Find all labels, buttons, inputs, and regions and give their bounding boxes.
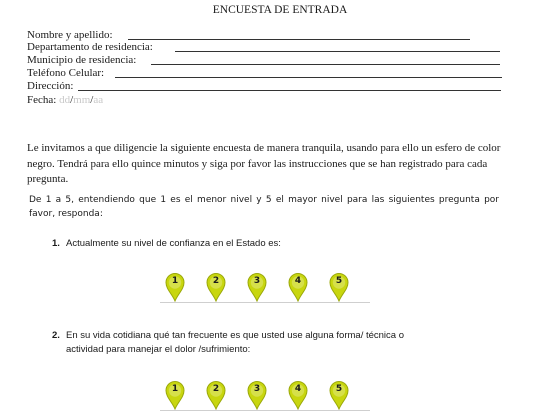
question-2 xyxy=(52,329,492,357)
rating-option-label: 3 xyxy=(253,384,261,394)
rating-option-3[interactable] xyxy=(246,380,268,410)
scale-baseline xyxy=(160,302,370,303)
municipality-line xyxy=(151,64,500,65)
name-label: Nombre y apellido: xyxy=(27,29,113,41)
question-number: 1. xyxy=(52,238,60,249)
rating-option-2[interactable] xyxy=(205,272,227,302)
rating-option-4[interactable] xyxy=(287,272,309,302)
rating-scale-q2 xyxy=(150,380,370,414)
rating-option-label: 5 xyxy=(335,384,343,394)
rating-scale-q1 xyxy=(150,272,370,306)
rating-option-label: 3 xyxy=(253,276,261,286)
name-field[interactable] xyxy=(27,29,113,41)
department-line xyxy=(175,51,500,52)
date-separator: / xyxy=(90,94,94,106)
address-field[interactable] xyxy=(27,80,73,92)
rating-option-5[interactable] xyxy=(328,380,350,410)
question-text-continued: actividad para manejar el dolor /sufrimiento: xyxy=(66,344,251,355)
phone-line xyxy=(115,77,502,78)
rating-option-5[interactable] xyxy=(328,272,350,302)
rating-option-1[interactable] xyxy=(164,380,186,410)
rating-option-label: 1 xyxy=(171,276,179,286)
scale-baseline xyxy=(160,410,370,411)
rating-option-4[interactable] xyxy=(287,380,309,410)
date-year-placeholder: aa xyxy=(93,94,104,106)
rating-option-2[interactable] xyxy=(205,380,227,410)
department-label: Departamento de residencia: xyxy=(27,41,153,53)
address-line xyxy=(78,90,501,91)
instructions-paragraph: De 1 a 5, entendiendo que 1 es el menor nivel y 5 el mayor nivel para las siguientes pregunta por favor, responda: xyxy=(29,195,499,219)
rating-option-label: 2 xyxy=(212,276,220,286)
municipality-label: Municipio de residencia: xyxy=(27,54,137,66)
date-field[interactable] xyxy=(27,94,103,106)
rating-option-label: 5 xyxy=(335,276,343,286)
rating-option-label: 4 xyxy=(294,384,302,394)
municipality-field[interactable] xyxy=(27,54,136,66)
date-day-placeholder: dd xyxy=(59,94,71,106)
rating-option-1[interactable] xyxy=(164,272,186,302)
survey-title: ENCUESTA DE ENTRADA xyxy=(212,4,348,16)
rating-option-label: 2 xyxy=(212,384,220,394)
date-label: Fecha: xyxy=(27,94,57,106)
address-label: Dirección: xyxy=(27,80,74,92)
rating-option-3[interactable] xyxy=(246,272,268,302)
question-1 xyxy=(52,237,281,251)
date-separator: / xyxy=(70,94,74,106)
department-field[interactable] xyxy=(27,41,153,53)
question-number: 2. xyxy=(52,330,60,341)
phone-field[interactable] xyxy=(27,67,104,79)
rating-option-label: 4 xyxy=(294,276,302,286)
question-text: En su vida cotidiana qué tan frecuente es que usted use alguna forma/ técnica o xyxy=(66,330,405,341)
phone-label: Teléfono Celular: xyxy=(27,67,105,79)
date-month-placeholder: mm xyxy=(73,94,91,106)
intro-paragraph: Le invitamos a que diligencie la siguiente encuesta de manera tranquila, usando para ello un esfero de color negro. Tendrá para ello quince minutos y siga por favor las instrucciones que se han registrado para cada pregunta. xyxy=(27,142,501,185)
question-text: Actualmente su nivel de confianza en el Estado es: xyxy=(66,238,281,249)
name-line xyxy=(128,39,470,40)
rating-option-label: 1 xyxy=(171,384,179,394)
